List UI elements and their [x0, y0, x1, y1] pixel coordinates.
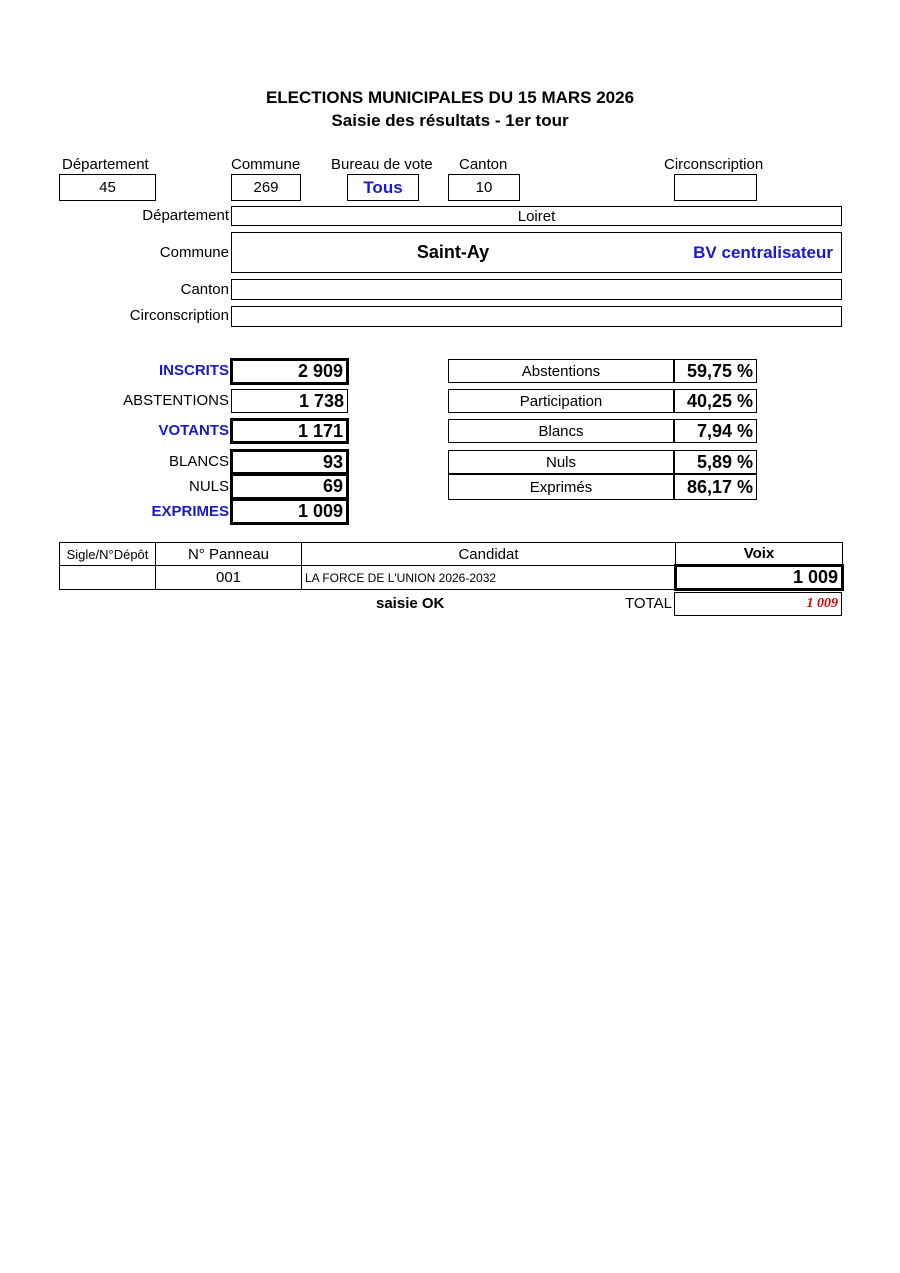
header-voix: Voix	[676, 543, 843, 566]
departement-name-label: Département	[142, 207, 229, 224]
header-sigle: Sigle/N°Dépôt	[60, 543, 156, 566]
circonscription-name-label: Circonscription	[129, 307, 229, 324]
blancs-value[interactable]: 93	[230, 449, 349, 475]
rate-blancs-value: 7,94 %	[674, 419, 757, 443]
row-candidat: LA FORCE DE L'UNION 2026-2032	[302, 566, 676, 590]
commune-code-field[interactable]: 269	[231, 174, 301, 201]
nuls-label: NULS	[188, 478, 229, 495]
abstentions-value: 1 738	[231, 389, 348, 413]
departement-code-field[interactable]: 45	[59, 174, 156, 201]
circonscription-name-field	[231, 306, 842, 327]
row-panneau: 001	[156, 566, 302, 590]
departement-name-field: Loiret	[231, 206, 842, 226]
nuls-value[interactable]: 69	[230, 473, 349, 500]
exprimes-label: EXPRIMES	[151, 503, 229, 520]
canton-code-field[interactable]: 10	[448, 174, 520, 201]
page-subtitle: Saisie des résultats - 1er tour	[331, 111, 569, 130]
inscrits-label: INSCRITS	[158, 362, 229, 379]
blancs-label: BLANCS	[168, 453, 229, 470]
rate-nuls-value: 5,89 %	[674, 450, 757, 474]
circonscription-code-field[interactable]	[674, 174, 757, 201]
page-title: ELECTIONS MUNICIPALES DU 15 MARS 2026	[265, 88, 635, 107]
abstentions-label: ABSTENTIONS	[123, 392, 229, 409]
header-candidat: Candidat	[302, 543, 676, 566]
rate-exprimes-label: Exprimés	[448, 474, 674, 500]
rate-exprimes-value: 86,17 %	[674, 474, 757, 500]
rate-participation-label: Participation	[448, 389, 674, 413]
inscrits-value[interactable]: 2 909	[230, 358, 349, 385]
commune-name-label: Commune	[159, 244, 229, 261]
row-voix-input[interactable]: 1 009	[676, 566, 843, 590]
rate-abstentions-label: Abstentions	[448, 359, 674, 383]
header-panneau: N° Panneau	[156, 543, 302, 566]
rate-participation-value: 40,25 %	[674, 389, 757, 413]
table-row	[60, 566, 843, 590]
commune-code-label: Commune	[231, 156, 301, 173]
candidates-table	[59, 542, 844, 591]
votants-value[interactable]: 1 171	[230, 418, 349, 444]
rate-blancs-label: Blancs	[448, 419, 674, 443]
total-value: 1 009	[674, 592, 842, 616]
exprimes-value: 1 009	[230, 498, 349, 525]
canton-name-label: Canton	[180, 281, 229, 298]
departement-code-label: Département	[62, 156, 149, 173]
circonscription-code-label: Circonscription	[664, 156, 764, 173]
candidates-header-row	[60, 543, 843, 566]
total-label: TOTAL	[625, 595, 672, 612]
bureau-code-field[interactable]: Tous	[347, 174, 419, 201]
row-sigle	[60, 566, 156, 590]
votants-label: VOTANTS	[158, 422, 229, 439]
canton-code-label: Canton	[459, 156, 508, 173]
rate-nuls-label: Nuls	[448, 450, 674, 474]
status-message: saisie OK	[376, 595, 445, 612]
commune-name-value: Saint-Ay	[416, 242, 490, 262]
canton-name-field	[231, 279, 842, 300]
bv-centralisateur-note: BV centralisateur	[693, 243, 833, 262]
rate-abstentions-value: 59,75 %	[674, 359, 757, 383]
commune-name-field	[231, 232, 842, 273]
bureau-code-label: Bureau de vote	[331, 156, 433, 173]
